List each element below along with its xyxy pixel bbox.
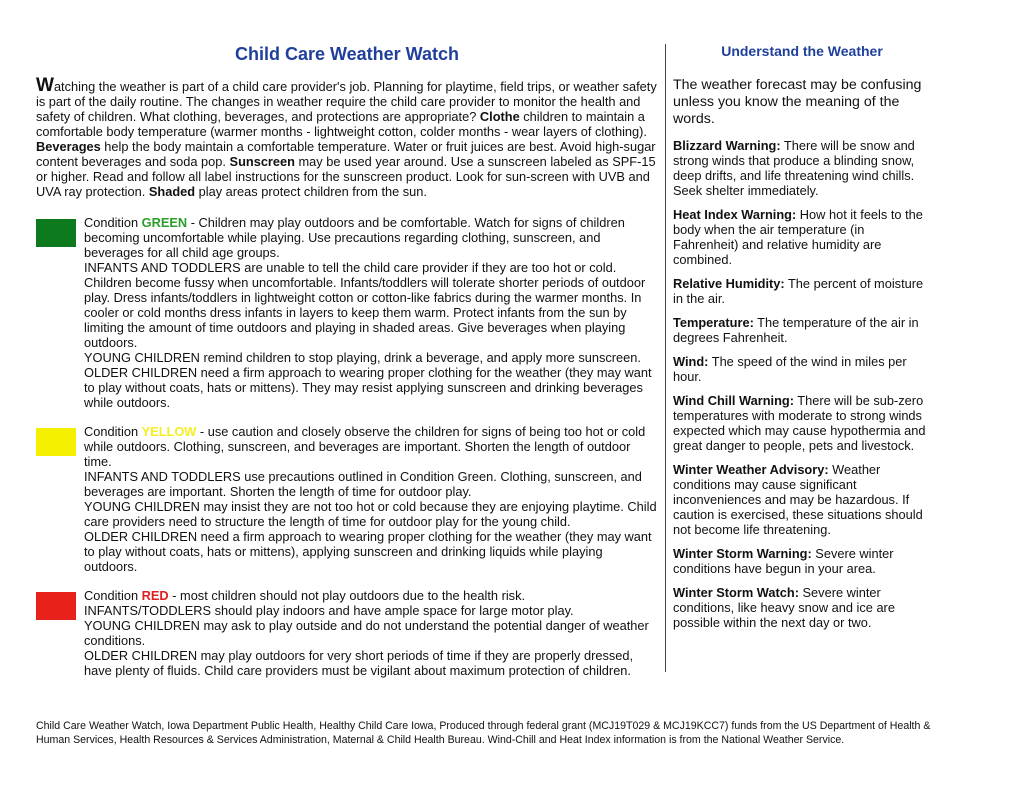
footer-credits: Child Care Weather Watch, Iowa Department Public Health, Healthy Child Care Iowa, Produced through federal grant (MCJ19T029 & MCJ19KCC7) funds from the US Department of Health & Human Services, Health Resources & Services Administration, Maternal & Child Health Bureau. Wind-Chill and Heat Index information is from the National Weather Service. xyxy=(36,720,931,746)
glossary-term xyxy=(673,462,931,537)
intro-text-3: help the body maintain a comfortable temperature. Water or fruit juices are best. Avoid high-sugar content beverages and soda pop. xyxy=(36,139,656,169)
glossary-title: Understand the Weather xyxy=(721,43,883,59)
green-text: - Children may play outdoors and be comfortable. Watch for signs of children becoming uncomfortable while playing. Use precautions regarding clothing, sunscreen, and beverages for all child age groups. xyxy=(84,215,625,260)
drop-cap: W xyxy=(36,75,54,96)
yellow-label: YELLOW xyxy=(141,424,197,439)
condition-yellow-section xyxy=(36,424,658,574)
red-prefix: Condition xyxy=(84,588,142,603)
term-definition: Severe winter conditions, like heavy snow and ice are possible within the next day or two. xyxy=(673,585,895,630)
term-definition: The percent of moisture in the air. xyxy=(673,276,924,306)
term-name: Temperature: xyxy=(673,315,754,330)
term-name: Wind: xyxy=(673,354,709,369)
yellow-text: - use caution and closely observe the children for signs of being too hot or cold while outdoors. Clothing, sunscreen, and beverages are important. Shorten the length of outdoor time. xyxy=(84,424,646,469)
intro-beverages: Beverages xyxy=(36,139,101,154)
intro-text-1: atching the weather is part of a child care provider's job. Planning for playtime, field trips, or weather safety is part of the daily routine. The changes in weather require the child care provider to monitor the health and safety of children. What clothing, beverages, and protections are appropriate? xyxy=(36,79,657,124)
intro-text-4: may be used year around. Use a sunscreen labeled as SPF-15 or higher. Read and follow all label instructions for the sunscreen product. Look for sun-screen with UVB and UVA ray protection. xyxy=(36,154,656,199)
glossary-term xyxy=(673,276,931,306)
green-label: GREEN xyxy=(141,215,188,230)
column-divider xyxy=(665,44,666,672)
red-swatch xyxy=(36,592,76,620)
page-title: Child Care Weather Watch xyxy=(234,44,460,64)
glossary-term xyxy=(673,354,931,384)
term-definition: There will be sub-zero temperatures with moderate to strong winds expected which may cause hypothermia and great danger to people, pets and livestock. xyxy=(673,393,926,453)
glossary-term xyxy=(673,585,931,630)
condition-red-section xyxy=(36,588,658,678)
intro-text-5: play areas protect children from the sun. xyxy=(195,184,427,199)
term-definition: There will be snow and strong winds that produce a blinding snow, deep drifts, and life threatening wind chills. Seek shelter immediately. xyxy=(673,138,915,198)
yellow-description xyxy=(84,424,658,469)
glossary-column xyxy=(673,40,931,639)
green-prefix: Condition xyxy=(84,215,142,230)
term-name: Heat Index Warning: xyxy=(673,207,797,222)
yellow-prefix: Condition xyxy=(84,424,142,439)
glossary-terms xyxy=(673,138,931,630)
glossary-term xyxy=(673,138,931,198)
intro-text-2: children to maintain a comfortable body temperature (warmer months - lightweight cotton, colder months - wear layers of clothing). xyxy=(36,109,647,139)
glossary-intro: The weather forecast may be confusing unless you know the meaning of the words. xyxy=(673,77,922,127)
green-older: OLDER CHILDREN need a firm approach to wearing proper clothing for the weather (they may want to play without coats, hats or mittens). They may resist applying sunscreen and drinking beverages while outdoors. xyxy=(84,365,652,410)
main-column xyxy=(36,40,658,678)
yellow-young: YOUNG CHILDREN may insist they are not too hot or cold because they are enjoying playtime. Child care providers need to structure the length of time for outdoor play for the young child. xyxy=(84,499,657,529)
red-description xyxy=(84,588,658,603)
term-name: Winter Storm Warning: xyxy=(673,546,812,561)
green-young: YOUNG CHILDREN remind children to stop playing, drink a beverage, and apply more sunscreen. xyxy=(84,350,641,365)
intro-shaded: Shaded xyxy=(148,184,196,199)
term-name: Wind Chill Warning: xyxy=(673,393,794,408)
term-name: Relative Humidity: xyxy=(673,276,785,291)
term-name: Winter Weather Advisory: xyxy=(673,462,829,477)
glossary-term xyxy=(673,546,931,576)
intro-paragraph xyxy=(36,75,658,199)
term-definition: Weather conditions may cause significant inconveniences and may be hazardous. If caution is exercised, these situations should not become life threatening. xyxy=(673,462,923,537)
yellow-swatch xyxy=(36,428,76,456)
term-name: Winter Storm Watch: xyxy=(673,585,799,600)
green-swatch xyxy=(36,219,76,247)
yellow-infants: INFANTS AND TODDLERS use precautions outlined in Condition Green. Clothing, sunscreen, and beverages are important. Shorten the length of time for outdoor play. xyxy=(84,469,642,499)
red-young: YOUNG CHILDREN may ask to play outside and do not understand the potential danger of weather conditions. xyxy=(84,618,649,648)
term-definition: The speed of the wind in miles per hour. xyxy=(673,354,907,384)
glossary-term xyxy=(673,393,931,453)
term-definition: How hot it feels to the body when the air temperature (in Fahrenheit) and relative humidity are combined. xyxy=(673,207,923,267)
intro-sunscreen: Sunscreen xyxy=(229,154,295,169)
red-label: RED xyxy=(141,588,169,603)
red-text: - most children should not play outdoors due to the health risk. xyxy=(168,588,526,603)
condition-green-section xyxy=(36,215,658,410)
red-infants: INFANTS/TODDLERS should play indoors and have ample space for large motor play. xyxy=(84,603,574,618)
glossary-term xyxy=(673,207,931,267)
term-definition: Severe winter conditions have begun in your area. xyxy=(673,546,894,576)
green-description xyxy=(84,215,658,260)
term-name: Blizzard Warning: xyxy=(673,138,781,153)
intro-clothe: Clothe xyxy=(479,109,520,124)
glossary-term xyxy=(673,315,931,345)
yellow-older: OLDER CHILDREN need a firm approach to wearing proper clothing for the weather (they may want to play without coats, hats or mittens), applying sunscreen and drinking liquids while playing outdoors. xyxy=(84,529,652,574)
red-older: OLDER CHILDREN may play outdoors for very short periods of time if they are properly dressed, have plenty of fluids. Child care providers must be vigilant about maximum protection of children. xyxy=(84,648,634,678)
green-infants: INFANTS AND TODDLERS are unable to tell the child care provider if they are too hot or cold. Children become fussy when uncomfortable. Infants/toddlers will tolerate shorter periods of outdoor play. Dress infants/toddlers in lightweight cotton or cotton-like fabrics during the warmer months. In cooler or cold months dress infants in layers to keep them warm. Protect infants from the sun by limiting the amount of time outdoors and playing in shaded areas. Give beverages when playing outdoors. xyxy=(84,260,646,350)
term-definition: The temperature of the air in degrees Fahrenheit. xyxy=(673,315,919,345)
